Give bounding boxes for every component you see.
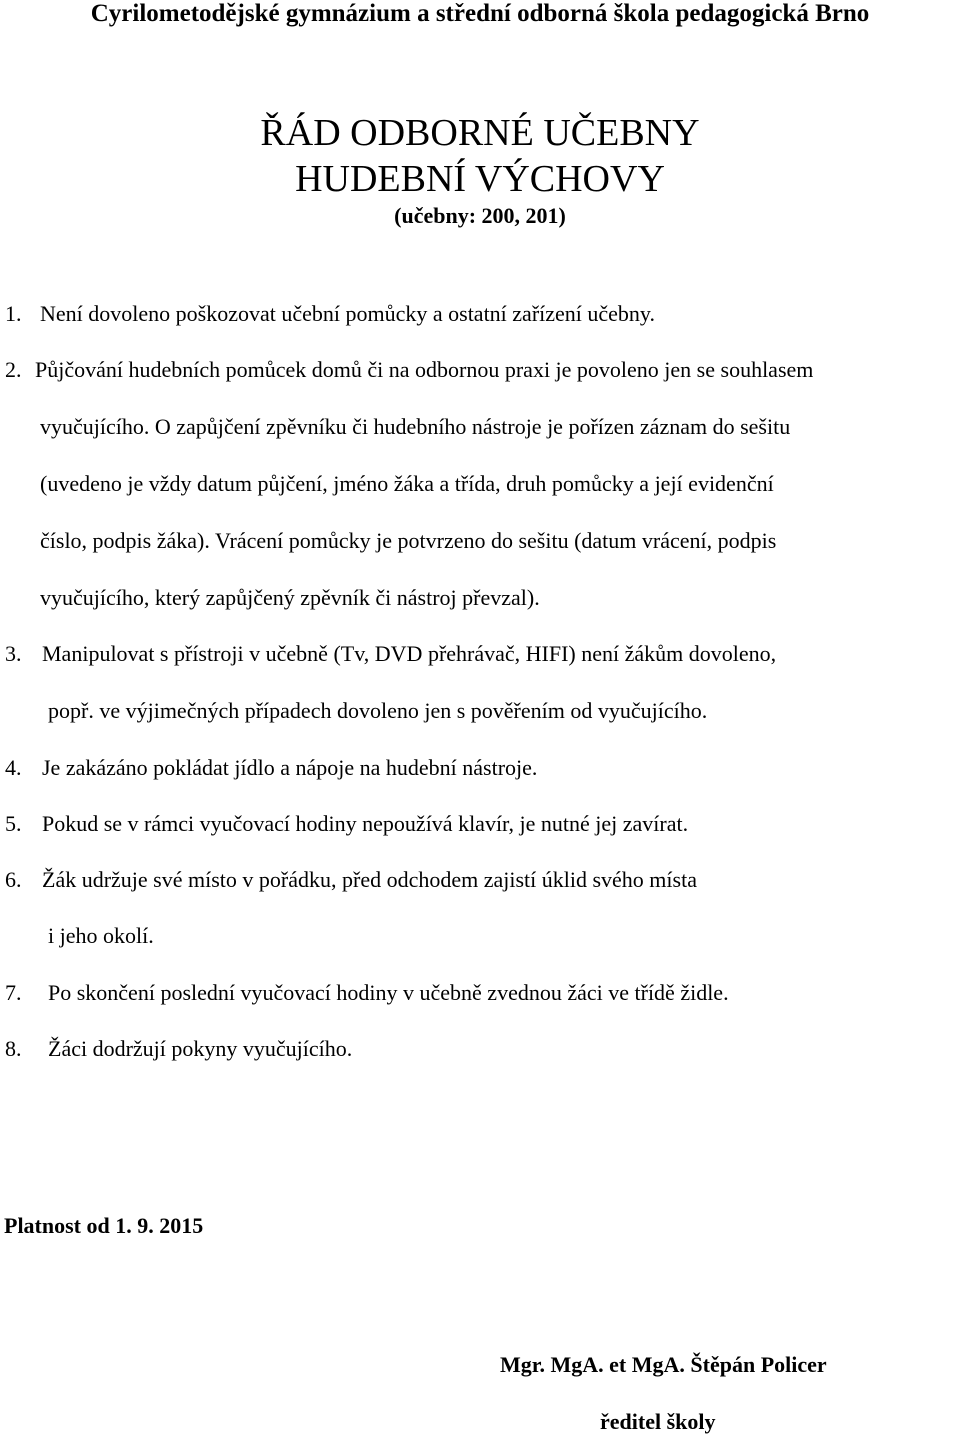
rule-text: Manipulovat s přístroji v učebně (Tv, DVD přehrávač, HIFI) není žákům dovoleno, [42,641,777,666]
rule-number: 8. [5,1036,22,1061]
rule-text: Žáci dodržují pokyny vyučujícího. [48,1036,353,1061]
rule-7 [5,979,729,1007]
rule-3-continuation: popř. ve výjimečných případech dovoleno jen s pověřením od vyučujícího. [48,698,708,723]
document-title-line-2: HUDEBNÍ VÝCHOVY [295,158,665,200]
rule-2-continuation: (uvedeno je vždy datum půjčení, jméno žáka a třída, druh pomůcky a její evidenční [40,471,774,496]
rule-number: 3. [5,641,22,666]
validity-date: Platnost od 1. 9. 2015 [4,1213,204,1238]
rule-number: 7. [5,980,22,1005]
rule-5 [5,810,688,838]
rule-6-continuation: i jeho okolí. [48,923,154,948]
signer-name: Mgr. MgA. et MgA. Štěpán Policer [500,1352,827,1377]
rule-number: 5. [5,811,22,836]
rule-3 [5,640,776,668]
school-name: Cyrilometodějské gymnázium a střední odborná škola pedagogická Brno [90,0,870,27]
rule-1 [5,300,655,328]
document-subtitle: (učebny: 200, 201) [394,203,566,228]
rule-number: 1. [5,301,22,326]
rule-number: 4. [5,755,22,780]
rule-text: Pokud se v rámci vyučovací hodiny nepoužívá klavír, je nutné jej zavírat. [42,811,689,836]
rule-text: Je zakázáno pokládat jídlo a nápoje na hudební nástroje. [42,755,538,780]
rule-2-continuation: vyučujícího, který zapůjčený zpěvník či nástroj převzal). [40,585,540,610]
rule-6 [5,866,697,894]
rule-number: 2. [5,357,22,382]
rule-text: Žák udržuje své místo v pořádku, před odchodem zajistí úklid svého místa [42,867,697,892]
rule-text: Půjčování hudebních pomůcek domů či na odbornou praxi je povoleno jen se souhlasem [35,357,814,382]
rule-2-continuation: číslo, podpis žáka). Vrácení pomůcky je potvrzeno do sešitu (datum vrácení, podpis [40,528,777,553]
document-title-line-1: ŘÁD ODBORNÉ UČEBNY [260,112,700,154]
rule-2-continuation: vyučujícího. O zapůjčení zpěvníku či hudebního nástroje je pořízen záznam do sešitu [40,414,791,439]
signer-role: ředitel školy [600,1409,716,1434]
rule-number: 6. [5,867,22,892]
rule-text: Po skončení poslední vyučovací hodiny v učebně zvednou žáci ve třídě židle. [48,980,729,1005]
rule-text: Není dovoleno poškozovat učební pomůcky a ostatní zařízení učebny. [40,301,656,326]
rule-8 [5,1035,352,1063]
rule-2 [5,356,813,384]
rule-4 [5,754,537,782]
